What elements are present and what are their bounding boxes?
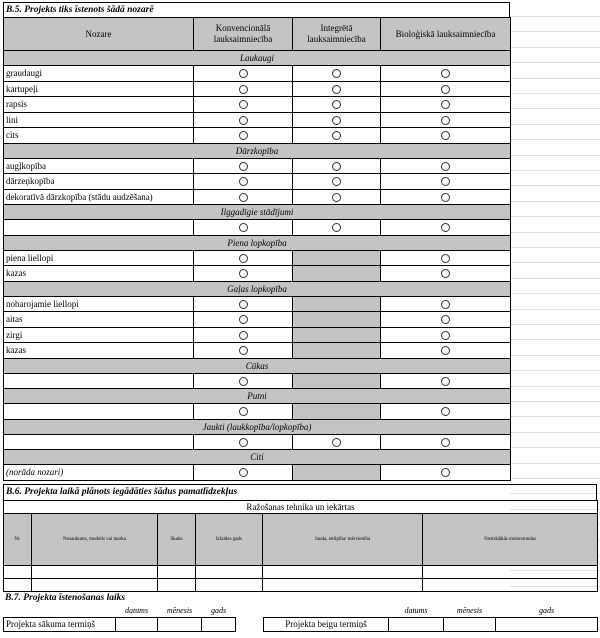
section-header: Dārzkopība (4, 143, 511, 158)
end-year-field[interactable] (496, 617, 598, 631)
section-row (4, 389, 511, 404)
option-cell (194, 128, 293, 144)
radio-option-icon[interactable] (441, 85, 450, 94)
option-cell (381, 266, 511, 282)
disabled-cell (293, 266, 381, 282)
b7-date-label-row (4, 605, 598, 617)
radio-option-icon[interactable] (441, 100, 450, 109)
option-cell (381, 81, 511, 97)
radio-option-icon[interactable] (441, 438, 450, 447)
table-row (4, 327, 511, 343)
radio-option-icon[interactable] (239, 116, 248, 125)
section-row (4, 281, 511, 296)
end-term-label: Projekta beigu termiņš (264, 617, 389, 631)
input-cell[interactable] (423, 579, 598, 592)
option-cell (293, 81, 381, 97)
table-row (4, 250, 511, 266)
section-header: Putni (4, 389, 511, 404)
input-cell[interactable] (32, 566, 158, 579)
input-cell[interactable] (4, 579, 32, 592)
table-row (4, 296, 511, 312)
section-header: Laukaugi (4, 51, 511, 66)
section-row (4, 143, 511, 158)
option-cell (293, 128, 381, 144)
table-row (4, 158, 511, 174)
start-gads-label: gads (210, 606, 227, 616)
option-cell (194, 404, 293, 420)
radio-option-icon[interactable] (332, 100, 341, 109)
col-header-nozare: Nozare (4, 18, 194, 51)
col-header-biologiska: Bioloģiskā lauksaimniecība (381, 18, 511, 51)
option-cell (194, 312, 293, 328)
option-cell (293, 66, 381, 82)
row-label: nobarojamie liellopi (4, 296, 194, 312)
row-label (4, 220, 194, 236)
option-cell (194, 158, 293, 174)
option-cell (381, 158, 511, 174)
radio-option-icon[interactable] (239, 331, 248, 340)
section-row (4, 419, 511, 434)
disabled-cell (293, 296, 381, 312)
disabled-cell (293, 343, 381, 359)
row-label: aitas (4, 312, 194, 328)
radio-option-icon[interactable] (441, 468, 450, 477)
section-row (4, 358, 511, 373)
input-cell[interactable] (423, 566, 598, 579)
option-cell (194, 250, 293, 266)
option-cell (194, 66, 293, 82)
table-row (4, 404, 511, 420)
radio-option-icon[interactable] (441, 300, 450, 309)
start-datums-label: datums (124, 606, 149, 616)
radio-option-icon[interactable] (239, 85, 248, 94)
option-cell (381, 465, 511, 481)
input-cell[interactable] (196, 579, 263, 592)
start-term-label: Projekta sākuma termiņš (4, 617, 116, 631)
radio-option-icon[interactable] (441, 131, 450, 140)
option-cell (194, 296, 293, 312)
start-menesis-label: mēnesis (166, 606, 193, 616)
row-label: rapsis (4, 97, 194, 113)
row-label: cits (4, 128, 194, 144)
radio-option-icon[interactable] (239, 269, 248, 278)
input-cell[interactable] (158, 566, 196, 579)
row-label: (norāda nozari) (4, 465, 194, 481)
col-header-motorstundas: Nostrādātās motorstundas (423, 514, 598, 566)
row-label: zirgi (4, 327, 194, 343)
table-row (4, 189, 511, 205)
radio-option-icon[interactable] (441, 269, 450, 278)
radio-option-icon[interactable] (239, 177, 248, 186)
b7-term-row (4, 617, 598, 631)
row-label: lini (4, 112, 194, 128)
b6-title: B.6. Projekta laikā plānots iegādāties šādus pamatlīdzekļus (3, 484, 597, 500)
radio-option-icon[interactable] (332, 438, 341, 447)
input-cell[interactable] (32, 579, 158, 592)
table-row (4, 112, 511, 128)
col-header-jauda: Jauda, ietilpība/ mērvienība (263, 514, 423, 566)
disabled-cell (293, 327, 381, 343)
section-header: Gaļas lopkopība (4, 281, 511, 296)
option-cell (381, 404, 511, 420)
radio-option-icon[interactable] (239, 131, 248, 140)
option-cell (194, 189, 293, 205)
option-cell (381, 373, 511, 389)
radio-option-icon[interactable] (239, 100, 248, 109)
end-datums-label: datums (404, 606, 428, 616)
table-row (4, 266, 511, 282)
radio-option-icon[interactable] (441, 407, 450, 416)
disabled-cell (293, 373, 381, 389)
radio-option-icon[interactable] (239, 300, 248, 309)
input-cell[interactable] (158, 579, 196, 592)
option-cell (293, 434, 381, 450)
section-header: Cūkas (4, 358, 511, 373)
section-header: Citi (4, 450, 511, 465)
radio-option-icon[interactable] (441, 346, 450, 355)
option-cell (381, 189, 511, 205)
col-header-nr: Nr. (4, 514, 32, 566)
radio-option-icon[interactable] (332, 177, 341, 186)
input-cell[interactable] (263, 579, 423, 592)
table-row (4, 312, 511, 328)
radio-option-icon[interactable] (441, 69, 450, 78)
radio-option-icon[interactable] (239, 407, 248, 416)
row-label: dārzeņkopība (4, 174, 194, 190)
b7-table (3, 605, 598, 632)
radio-option-icon[interactable] (332, 162, 341, 171)
option-cell (293, 97, 381, 113)
option-cell (194, 343, 293, 359)
end-gads-label: gads (538, 606, 555, 616)
b7-block (3, 591, 597, 632)
table-row (4, 566, 598, 579)
b6-block (3, 484, 597, 592)
radio-option-icon[interactable] (239, 162, 248, 171)
option-cell (194, 112, 293, 128)
radio-option-icon[interactable] (239, 377, 248, 386)
option-cell (194, 327, 293, 343)
option-cell (194, 81, 293, 97)
option-cell (381, 312, 511, 328)
b5-header-row (4, 18, 511, 51)
radio-option-icon[interactable] (441, 331, 450, 340)
option-cell (381, 250, 511, 266)
option-cell (194, 220, 293, 236)
table-row (4, 465, 511, 481)
row-label: kazas (4, 266, 194, 282)
option-cell (194, 465, 293, 481)
option-cell (381, 434, 511, 450)
section-row (4, 205, 511, 220)
disabled-cell (293, 250, 381, 266)
b6-header-row (4, 514, 598, 566)
option-cell (194, 373, 293, 389)
disabled-cell (293, 404, 381, 420)
radio-option-icon[interactable] (441, 177, 450, 186)
b7-title: B.7. Projekta īstenošanas laiks (5, 593, 126, 603)
section-row (4, 450, 511, 465)
section-header: Piena lopkopība (4, 235, 511, 250)
table-row (4, 66, 511, 82)
option-cell (381, 128, 511, 144)
col-header-skaits: Skaits (158, 514, 196, 566)
section-header: Ilggadīgie stādījumi (4, 205, 511, 220)
option-cell (381, 220, 511, 236)
option-cell (293, 112, 381, 128)
row-label: piena liellopi (4, 250, 194, 266)
radio-option-icon[interactable] (332, 223, 341, 232)
option-cell (293, 174, 381, 190)
option-cell (194, 97, 293, 113)
option-cell (293, 220, 381, 236)
col-header-konvencionala: Konvencionālā lauksaimniecība (194, 18, 293, 51)
radio-option-icon[interactable] (239, 193, 248, 202)
table-row (4, 220, 511, 236)
b5-title: B.5. Projekts tiks īstenots šādā nozarē (3, 2, 510, 17)
option-cell (381, 66, 511, 82)
b5-block (3, 2, 510, 481)
input-cell[interactable] (263, 566, 423, 579)
option-cell (194, 174, 293, 190)
option-cell (293, 189, 381, 205)
table-row (4, 128, 511, 144)
radio-option-icon[interactable] (239, 69, 248, 78)
radio-option-icon[interactable] (441, 193, 450, 202)
row-label: kazas (4, 343, 194, 359)
table-row (4, 343, 511, 359)
option-cell (381, 97, 511, 113)
radio-option-icon[interactable] (332, 85, 341, 94)
col-header-integreta: Integrētā lauksaimniecība (293, 18, 381, 51)
b6-table (3, 500, 598, 592)
row-label: dekoratīvā dārzkopība (stādu audzēšana) (4, 189, 194, 205)
option-cell (381, 343, 511, 359)
radio-option-icon[interactable] (441, 315, 450, 324)
start-month-field[interactable] (158, 617, 202, 631)
disabled-cell (293, 465, 381, 481)
option-cell (381, 174, 511, 190)
radio-option-icon[interactable] (441, 254, 450, 263)
b5-table (3, 17, 511, 481)
option-cell (381, 296, 511, 312)
table-row (4, 81, 511, 97)
radio-option-icon[interactable] (332, 69, 341, 78)
input-cell[interactable] (4, 566, 32, 579)
radio-option-icon[interactable] (239, 468, 248, 477)
row-label (4, 434, 194, 450)
end-menesis-label: mēnesis (456, 606, 483, 616)
radio-option-icon[interactable] (441, 377, 450, 386)
section-row (4, 235, 511, 250)
row-label: graudaugi (4, 66, 194, 82)
radio-option-icon[interactable] (441, 162, 450, 171)
option-cell (381, 327, 511, 343)
radio-option-icon[interactable] (239, 254, 248, 263)
row-label (4, 373, 194, 389)
table-row (4, 174, 511, 190)
option-cell (381, 112, 511, 128)
option-cell (194, 434, 293, 450)
end-month-field[interactable] (444, 617, 496, 631)
section-row (4, 51, 511, 66)
radio-option-icon[interactable] (332, 116, 341, 125)
input-cell[interactable] (196, 566, 263, 579)
radio-option-icon[interactable] (239, 438, 248, 447)
radio-option-icon[interactable] (239, 346, 248, 355)
radio-option-icon[interactable] (239, 315, 248, 324)
b6-group-header: Ražošanas tehnika un iekārtas (4, 501, 598, 514)
radio-option-icon[interactable] (332, 131, 341, 140)
radio-option-icon[interactable] (441, 223, 450, 232)
radio-option-icon[interactable] (332, 193, 341, 202)
row-label: augļkopība (4, 158, 194, 174)
option-cell (194, 266, 293, 282)
radio-option-icon[interactable] (239, 223, 248, 232)
radio-option-icon[interactable] (441, 116, 450, 125)
col-header-nosaukums: Nosaukums, modelis vai marka (32, 514, 158, 566)
row-label: kartupeļi (4, 81, 194, 97)
table-row (4, 434, 511, 450)
start-year-field[interactable] (202, 617, 236, 631)
end-day-field[interactable] (389, 617, 444, 631)
disabled-cell (293, 312, 381, 328)
col-header-izlaides-gads: Izlaides gads (196, 514, 263, 566)
start-day-field[interactable] (116, 617, 158, 631)
table-row (4, 97, 511, 113)
table-row (4, 373, 511, 389)
section-header: Jaukti (laukkopība/lopkopība) (4, 419, 511, 434)
option-cell (293, 158, 381, 174)
table-row (4, 579, 598, 592)
row-label (4, 404, 194, 420)
